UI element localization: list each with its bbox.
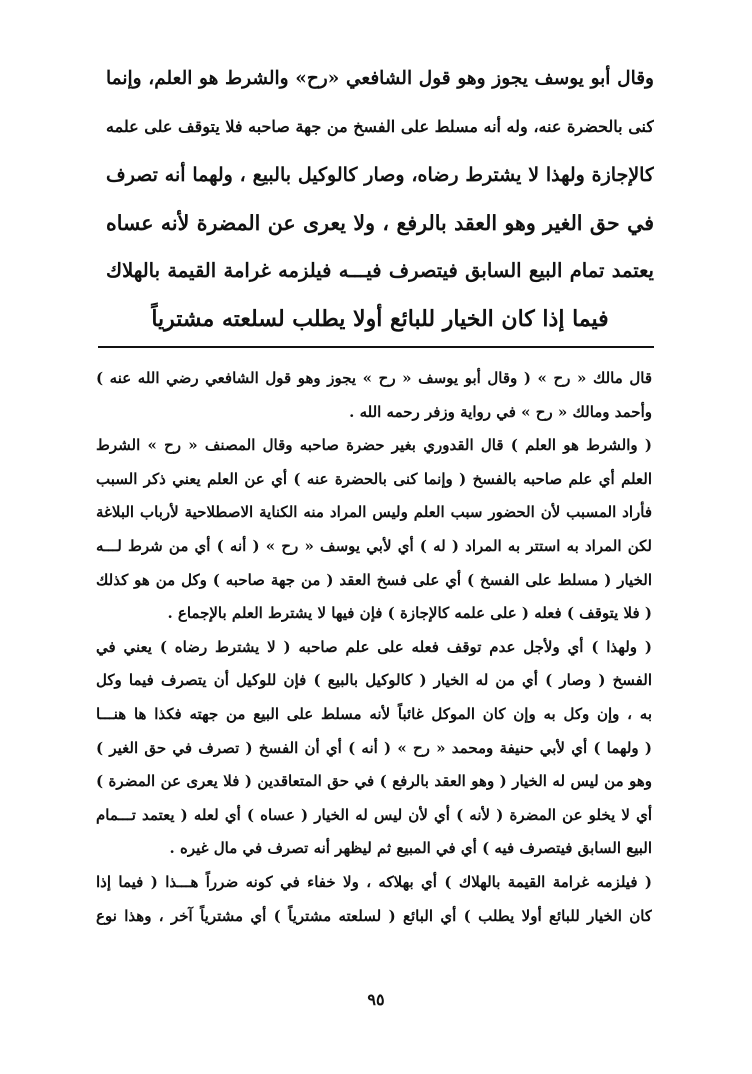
commentary-line: به ، وإن وكل به وإن كان الموكل غائباً لأنه مسلط على البيع من جهته فكذا ها هنـــا xyxy=(96,704,652,723)
commentary-line: ( ولهذا ) أي ولأجل عدم توقف فعله على علم صاحبه ( لا يشترط رضاه ) يعني في xyxy=(96,637,652,656)
main-text-line: يعتمد تمام البيع السابق فيتصرف فيـــه فيلزمه غرامة القيمة بالهلاك xyxy=(106,259,654,282)
commentary-line: الخيار ( مسلط على الفسخ ) أي على فسخ العقد ( من جهة صاحبه ) وكل من هو كذلك xyxy=(96,570,652,589)
commentary-line: العلم أي علم صاحبه بالفسخ ( وإنما كنى بالحضرة عنه ) أي عن العلم يعني ذكر السبب xyxy=(96,469,652,488)
commentary-line: الفسخ ( وصار ) أي من له الخيار ( كالوكيل بالبيع ) فإن للوكيل أن يتصرف فيما وكل xyxy=(96,671,652,690)
separator-rule xyxy=(98,346,654,348)
commentary-line: قال مالك « رح » ( وقال أبو يوسف « رح » يجوز وهو قول الشافعي رضي الله عنه ) xyxy=(96,369,652,387)
commentary-line: البيع السابق فيتصرف فيه ) أي في المبيع ثم ليظهر أنه تصرف في مال غيره . xyxy=(169,839,652,858)
commentary-line: ( فيلزمه غرامة القيمة بالهلاك ) أي بهلاكه ، ولا خفاء في كونه ضرراً هـــذا ( فيما إذا xyxy=(96,872,652,891)
commentary-line: لكن المراد به استتر به المراد ( له ) أي لأبي يوسف « رح » ( أنه ) أي من شرط لـــه xyxy=(96,536,652,555)
commentary-line: ( فلا يتوقف ) فعله ( على علمه كالإجازة ) فإن فيها لا يشترط العلم بالإجماع . xyxy=(167,604,652,623)
commentary-line: فأراد المسبب لأن الحضور سبب العلم وليس المراد منه الكناية الاصطلاحية لأرباب البلاغة xyxy=(96,503,652,522)
page-number: ٩٥ xyxy=(367,990,385,1009)
commentary-line: وهو من ليس له الخيار ( وهو العقد بالرفع ) في حق المتعاقدين ( فلا يعرى عن المضرة ) xyxy=(96,772,652,791)
main-text-line: كنى بالحضرة عنه، وله أنه مسلط على الفسخ من جهة صاحبه فلا يتوقف على علمه xyxy=(106,117,654,136)
main-text-line: وقال أبو يوسف يجوز وهو قول الشافعي «رح» والشرط هو العلم، وإنما xyxy=(106,68,654,89)
commentary-line: ( ولهما ) أي لأبي حنيفة ومحمد « رح » ( أنه ) أي أن الفسخ ( تصرف في حق الغير ) xyxy=(96,738,652,757)
commentary xyxy=(96,362,652,933)
commentary-line: وأحمد ومالك « رح » في رواية وزفر رحمه الله . xyxy=(349,402,652,421)
commentary-line: كان الخيار للبائع أولا يطلب ) أي البائع ( لسلعته مشترياً ) أي مشترياً آخر ، وهذا نوع xyxy=(96,906,652,925)
main-text-line: كالإجازة ولهذا لا يشترط رضاه، وصار كالوكيل بالبيع ، ولهما أنه تصرف xyxy=(106,164,654,186)
main-text-line: فيما إذا كان الخيار للبائع أولا يطلب لسلعته مشترياً xyxy=(151,306,609,332)
main-text xyxy=(106,55,654,343)
commentary-line: ( والشرط هو العلم ) قال القدوري بغير حضرة صاحبه وقال المصنف « رح » الشرط xyxy=(96,436,652,455)
commentary-line: أي لا يخلو عن المضرة ( لأنه ) أي لأن ليس له الخيار ( عساه ) أي لعله ( يعتمد تـــمام xyxy=(96,805,652,824)
main-text-line: في حق الغير وهو العقد بالرفع ، ولا يعرى عن المضرة لأنه عساه xyxy=(106,211,654,235)
